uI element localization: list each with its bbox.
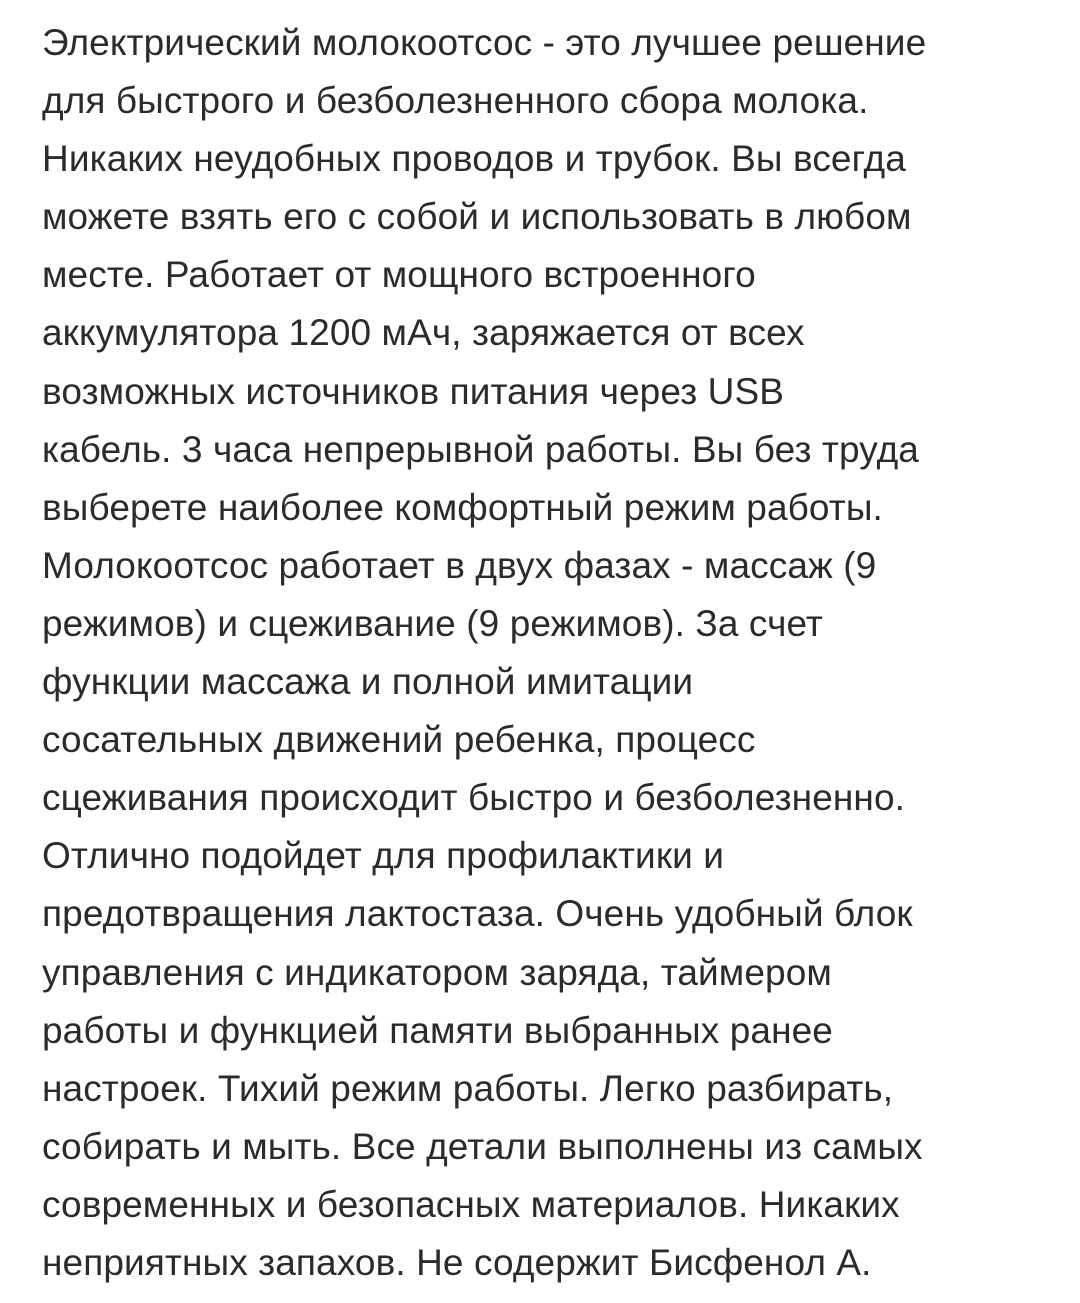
text-line: для быстрого и безболезненного сбора молока.	[42, 80, 869, 122]
text-line: кабель. 3 часа непрерывной работы. Вы без труда	[42, 428, 919, 470]
text-line: возможных источников питания через USB	[42, 370, 785, 412]
text-line: режимов) и сцеживание (9 режимов). За счет	[42, 602, 823, 644]
text-line: современных и безопасных материалов. Никаких	[42, 1183, 900, 1225]
text-line: сцеживания происходит быстро и безболезненно.	[42, 777, 905, 819]
text-line: предотвращения лактостаза. Очень удобный блок	[42, 893, 913, 935]
text-line: Отлично подойдет для профилактики и	[42, 835, 725, 877]
text-line: Никаких неудобных проводов и трубок. Вы всегда	[42, 138, 906, 180]
text-line: выберете наиболее комфортный режим работы.	[42, 486, 883, 528]
text-line: сосательных движений ребенка, процесс	[42, 719, 756, 761]
text-line: можете взять его с собой и использовать в любом	[42, 196, 912, 238]
text-line: аккумулятора 1200 мАч, заряжается от всех	[42, 312, 805, 354]
text-line: Молокоотсос работает в двух фазах - массаж (9	[42, 544, 877, 586]
text-line: месте. Работает от мощного встроенного	[42, 254, 756, 296]
text-line: функции массажа и полной имитации	[42, 661, 694, 703]
text-line: Электрический молокоотсос - это лучшее решение	[42, 22, 927, 63]
text-line: собирать и мыть. Все детали выполнены из самых	[42, 1125, 923, 1167]
text-line: работы и функцией памяти выбранных ранее	[42, 1009, 833, 1051]
product-description	[42, 14, 1052, 1292]
text-line: настроек. Тихий режим работы. Легко разбирать,	[42, 1067, 894, 1109]
text-line: неприятных запахов. Не содержит Бисфенол А.	[42, 1241, 872, 1283]
text-line: управления с индикатором заряда, таймером	[42, 951, 832, 993]
